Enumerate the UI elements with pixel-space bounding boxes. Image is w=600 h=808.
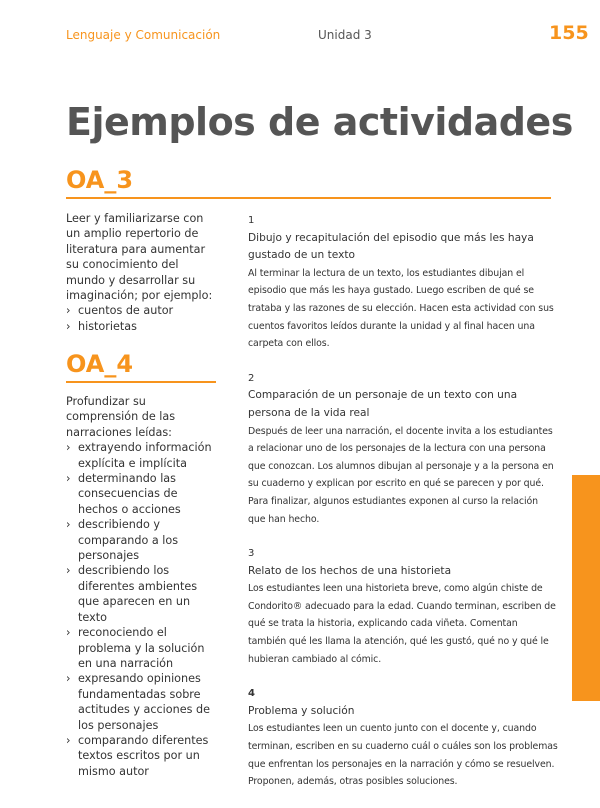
- list-item: › reconociendo el problema y la solución en una narración: [66, 625, 218, 671]
- activity-3: [248, 545, 558, 668]
- oa4-text: Profundizar su comprensión de las narraciones leídas:: [66, 395, 176, 439]
- activities-column: [248, 212, 558, 808]
- activity-title: Relato de los hechos de una historieta: [248, 564, 452, 577]
- oa4-objective: [66, 394, 218, 779]
- activity-number: 2: [248, 372, 255, 384]
- unit-label: Unidad 3: [318, 28, 372, 42]
- oa4-heading: OA_4: [66, 350, 134, 378]
- oa4-divider: [66, 381, 216, 383]
- subject-label: Lenguaje y Comunicación: [66, 28, 221, 42]
- page-number: 155: [549, 22, 589, 44]
- activity-body: Los estudiantes leen un cuento junto con el docente y, cuando terminan, escriben en su cuaderno cuál o cuáles son los problemas que enfrentan los personajes en la narración y cómo se resuelven. Proponen, además, otras posibles soluciones.: [248, 723, 558, 788]
- activity-number: 3: [248, 548, 255, 560]
- activity-number: 1: [248, 215, 255, 226]
- list-item: › describiendo y comparando a los personajes: [66, 517, 218, 563]
- list-item: › describiendo los diferentes ambientes que aparecen en un texto: [66, 563, 218, 625]
- activity-title: Problema y solución: [248, 704, 355, 717]
- oa3-objective: [66, 211, 218, 334]
- oa3-text: Leer y familiarizarse con un amplio repertorio de literatura para aumentar su conocimiento del mundo y desarrollar su imaginación; por ejemplo:: [66, 212, 213, 303]
- list-item: › expresando opiniones fundamentadas sobre actitudes y acciones de los personajes: [66, 671, 218, 733]
- activity-4: [248, 685, 558, 791]
- oa3-heading: OA_3: [66, 166, 134, 194]
- activity-1: [248, 212, 558, 353]
- activity-number: 4: [248, 688, 255, 700]
- page-title: Ejemplos de actividades: [66, 100, 573, 144]
- activity-2: [248, 370, 558, 528]
- list-item: › cuentos de autor: [66, 303, 218, 318]
- list-item: › extrayendo información explícita e implícita: [66, 440, 218, 471]
- list-item: › determinando las consecuencias de hechos o acciones: [66, 471, 218, 517]
- activity-title: Dibujo y recapitulación del episodio que más les haya gustado de un texto: [248, 231, 534, 262]
- page-edge-tab: [572, 475, 600, 701]
- activity-body: Al terminar la lectura de un texto, los estudiantes dibujan el episodio que más les haya gustado. Luego escriben de qué se trataba y las razones de su elección. Hacen esta actividad con sus cuentos favoritos leídos durante la unidad y al final hacen una carpeta con ellos.: [248, 267, 554, 350]
- list-item: › comparando diferentes textos escritos por un mismo autor: [66, 733, 218, 779]
- list-item: › historietas: [66, 319, 218, 334]
- oa3-divider: [66, 197, 551, 199]
- activity-title: Comparación de un personaje de un texto con una persona de la vida real: [248, 389, 518, 419]
- activity-body: Después de leer una narración, el docente invita a los estudiantes a relacionar uno de los personajes de la lectura con una persona que conozcan. Los alumnos dibujan al personaje y a la persona en su cuaderno y explican por escrito en qué se parecen y por qué. Para finalizar, algunos estudiantes exponen al curso la relación que han hecho.: [248, 425, 554, 525]
- activity-body: Los estudiantes leen una historieta breve, como algún chiste de Condorito® adecuado para la edad. Cuando terminan, escriben de qué se trata la historia, explicando cada viñeta. Comentan también qué les llama la atención, qué les gustó, qué no y qué le hubieran cambiado al cómic.: [248, 583, 556, 665]
